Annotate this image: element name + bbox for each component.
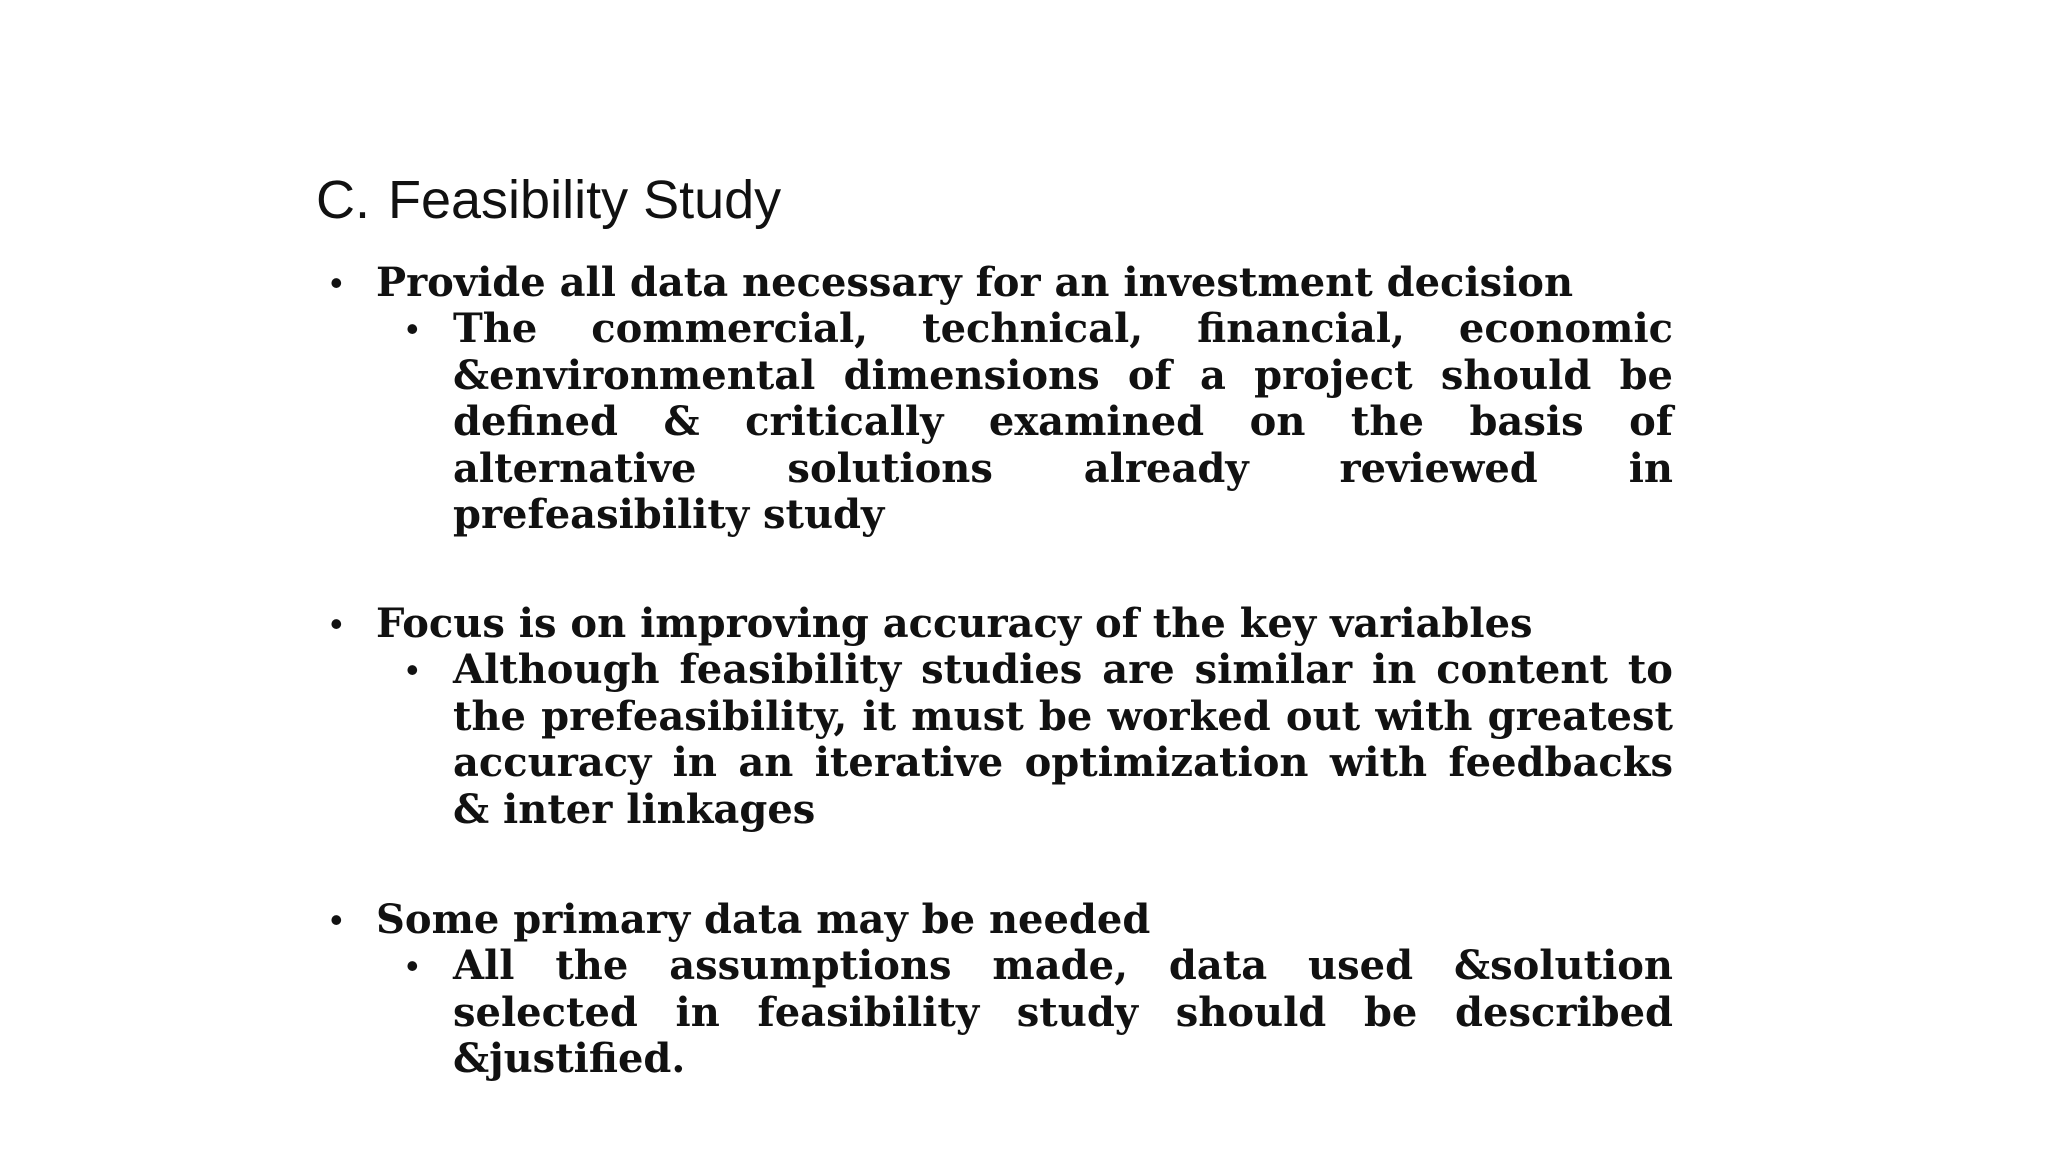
bullet-point-text: Provide all data necessary for an investment decision [376, 259, 1574, 306]
slide-title-text: Feasibility Study [388, 170, 782, 230]
bullet-section-1 [330, 259, 1750, 539]
sub-bullet-text: Although feasibility studies are similar in content to the prefeasibility, it must be worked out with greatest accuracy in an iterative optimization with feedbacks & inter linkages [453, 646, 1673, 833]
bullet-icon: • [330, 899, 343, 940]
sub-bullet-point [376, 943, 1673, 1083]
sub-bullet-icon: • [406, 308, 419, 349]
bullet-icon: • [330, 262, 343, 303]
bullet-point [330, 896, 1750, 943]
bullet-point [330, 259, 1750, 306]
bullet-icon: • [330, 603, 343, 644]
bullet-point-text: Some primary data may be needed [376, 896, 1151, 943]
sub-bullet-point [376, 306, 1673, 539]
slide-title-number: C. [316, 170, 370, 230]
bullet-section-3 [330, 896, 1750, 1083]
slide-title [316, 168, 781, 232]
sub-bullet-text: All the assumptions made, data used &solution selected in feasibility study should be described &justified. [453, 942, 1673, 1082]
sub-bullet-text: The commercial, technical, financial, economic &environmental dimensions of a project should be defined & critically examined on the basis of alternative solutions already reviewed in prefeasibility study [453, 305, 1673, 538]
bullet-point [330, 600, 1750, 647]
sub-bullet-point [376, 647, 1673, 833]
sub-bullet-icon: • [406, 945, 419, 986]
bullet-section-2 [330, 600, 1750, 833]
sub-bullet-icon: • [406, 649, 419, 690]
bullet-point-text: Focus is on improving accuracy of the key variables [376, 600, 1533, 647]
